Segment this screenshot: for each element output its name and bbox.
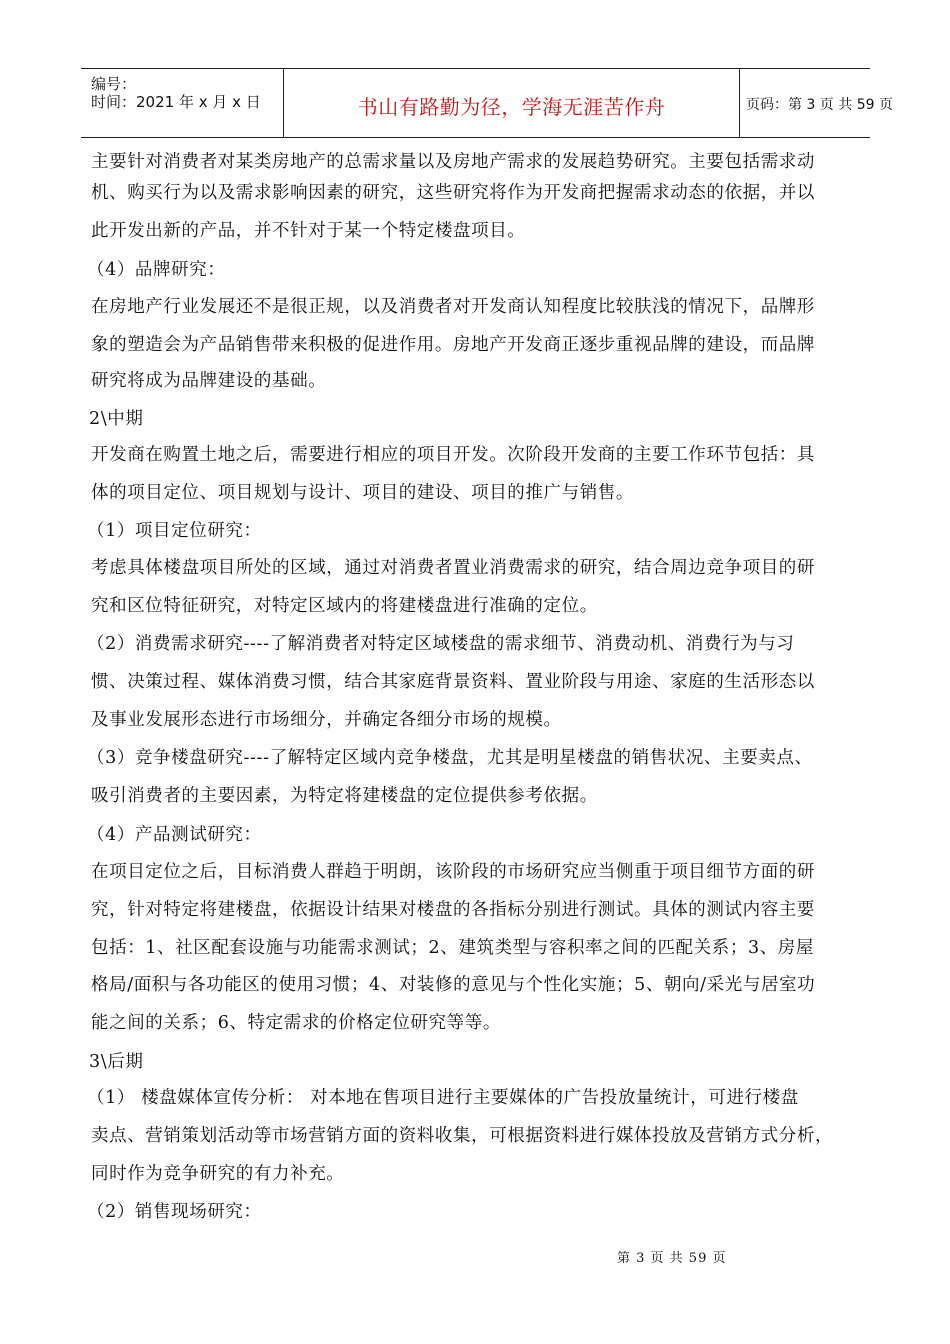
body-line: （4）产品测试研究： xyxy=(87,825,262,845)
body-line: 吸引消费者的主要因素，为特定将建楼盘的定位提供参考依据。 xyxy=(91,786,598,806)
body-line: 格局/面积与各功能区的使用习惯；4、对装修的意见与个性化实施；5、朝向/采光与居室功 xyxy=(91,975,816,995)
body-line: 2\中期 xyxy=(89,409,144,429)
body-line: 象的塑造会为产品销售带来积极的促进作用。房地产开发商正逐步重视品牌的建设，而品牌 xyxy=(91,335,815,355)
header-motto: 书山有路勤为径，学海无涯苦作舟 xyxy=(357,95,666,119)
body-line: 卖点、营销策划活动等市场营销方面的资料收集，可根据资料进行媒体投放及营销方式分析， xyxy=(91,1126,834,1146)
body-line: 研究将成为品牌建设的基础。 xyxy=(91,371,327,391)
body-line: （2）销售现场研究： xyxy=(87,1202,262,1222)
header-meta-cell xyxy=(81,69,283,137)
body-line: 能之间的关系；6、特定需求的价格定位研究等等。 xyxy=(91,1013,501,1033)
header-page-cell xyxy=(740,69,893,137)
body-line: 究，针对特定将建楼盘，依据设计结果对楼盘的各指标分别进行测试。具体的测试内容主要 xyxy=(91,900,815,920)
header-motto-cell xyxy=(283,69,740,137)
body-line: （2）消费需求研究----了解消费者对特定区域楼盘的需求细节、消费动机、消费行为与习 xyxy=(87,634,795,654)
body-line: （1） 楼盘媒体宣传分析： 对本地在售项目进行主要媒体的广告投放量统计，可进行楼盘 xyxy=(87,1088,799,1108)
body-line: 3\后期 xyxy=(89,1052,144,1072)
document-header xyxy=(81,68,893,138)
body-line: 包括：1、社区配套设施与功能需求测试；2、建筑类型与容积率之间的匹配关系；3、房屋 xyxy=(91,938,814,958)
body-line: 体的项目定位、项目规划与设计、项目的建设、项目的推广与销售。 xyxy=(91,483,634,503)
body-line: 开发商在购置土地之后，需要进行相应的项目开发。次阶段开发商的主要工作环节包括：具 xyxy=(91,445,815,465)
body-line: 此开发出新的产品，并不针对于某一个特定楼盘项目。 xyxy=(91,221,526,241)
body-line: 惯、决策过程、媒体消费习惯，结合其家庭背景资料、置业阶段与用途、家庭的生活形态以 xyxy=(91,672,815,692)
body-line: 同时作为竞争研究的有力补充。 xyxy=(91,1164,345,1184)
body-line: 及事业发展形态进行市场细分，并确定各细分市场的规模。 xyxy=(91,710,562,730)
document-date-label: 时间：2021 年 x 月 x 日 xyxy=(91,93,261,111)
body-line: （1）项目定位研究： xyxy=(87,521,262,541)
body-line: 主要针对消费者对某类房地产的总需求量以及房地产需求的发展趋势研究。主要包括需求动 xyxy=(91,152,815,172)
body-line: 在房地产行业发展还不是很正规，以及消费者对开发商认知程度比较肤浅的情况下，品牌形 xyxy=(91,297,815,317)
document-number-label: 编号： xyxy=(91,75,137,93)
body-line: （4）品牌研究： xyxy=(87,260,226,280)
body-line: （3）竞争楼盘研究----了解特定区域内竞争楼盘，尤其是明星楼盘的销售状况、主要卖点、 xyxy=(87,748,813,768)
body-line: 机、购买行为以及需求影响因素的研究，这些研究将作为开发商把握需求动态的依据，并以 xyxy=(91,183,815,203)
header-page-info: 页码：第 3 页 共 59 页 xyxy=(746,97,893,113)
body-line: 究和区位特征研究，对特定区域内的将建楼盘进行准确的定位。 xyxy=(91,596,598,616)
page-footer: 第 3 页 共 59 页 xyxy=(617,1251,727,1266)
body-line: 考虑具体楼盘项目所处的区域，通过对消费者置业消费需求的研究，结合周边竞争项目的研 xyxy=(91,558,815,578)
body-line: 在项目定位之后，目标消费人群趋于明朗，该阶段的市场研究应当侧重于项目细节方面的研 xyxy=(91,862,815,882)
